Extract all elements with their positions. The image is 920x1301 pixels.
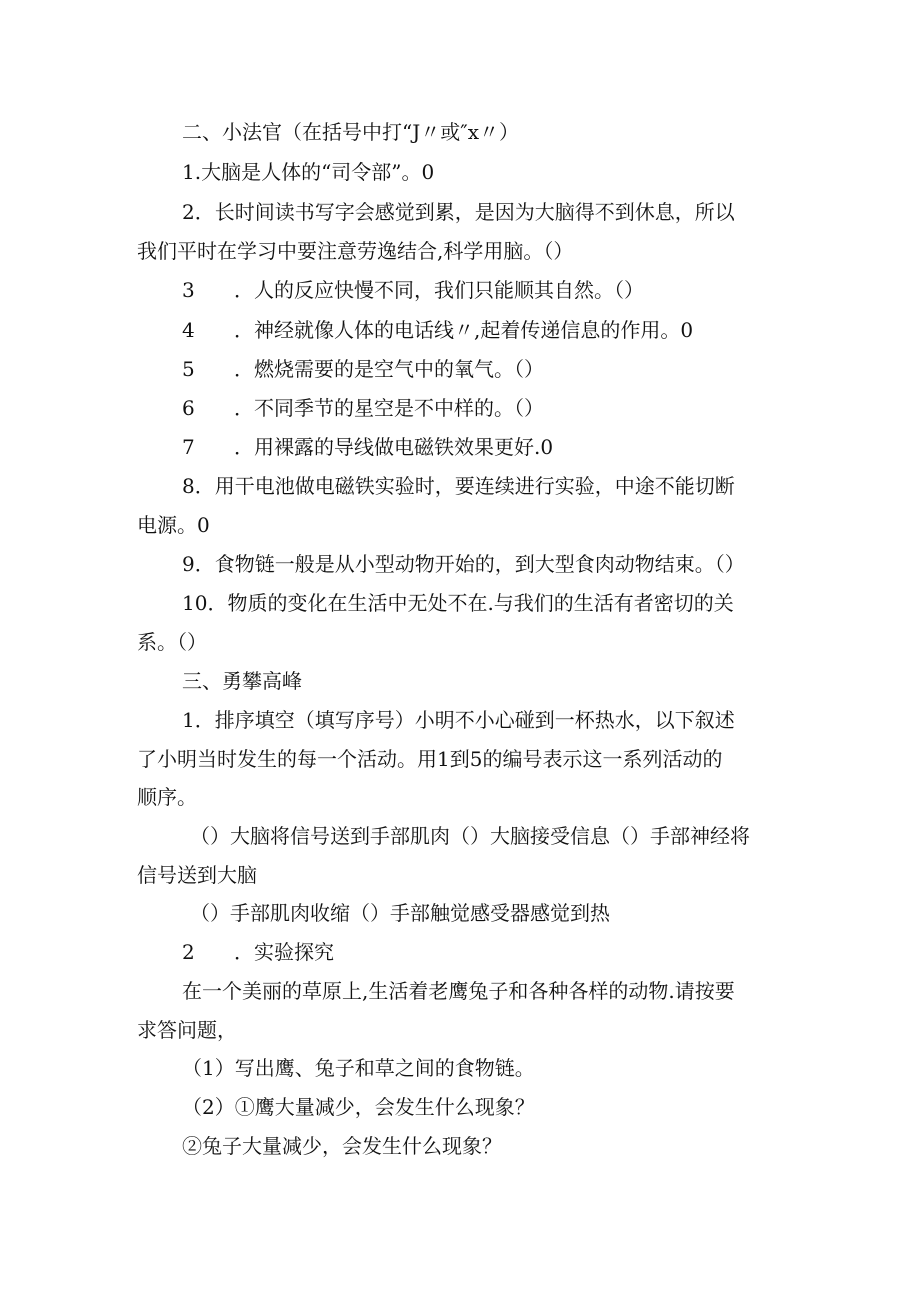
judge-item-4: ．神经就像人体的电话线〃,起着传递信息的作用。0: [234, 318, 694, 342]
judge-item-6: ．不同季节的星空是不中样的。（）: [234, 396, 544, 420]
judge-item-1: 1.大脑是人体的“司令部”。0: [182, 160, 435, 184]
judge-item-3: ．人的反应快慢不同，我们只能顺其自然。（）: [234, 278, 644, 302]
ordering-options-2: （）手部肌肉收缩（）手部触觉感受器感觉到热: [190, 901, 610, 925]
judge-item-10-continued: 系。（）: [137, 630, 207, 654]
judge-item-4-number: 4: [182, 318, 195, 342]
judge-item-6-number: 6: [182, 396, 195, 420]
ordering-question-continued-2: 顺序。: [137, 785, 197, 809]
experiment-question-1: （1）写出鹰、兔子和草之间的食物链。: [182, 1056, 535, 1080]
judge-item-10: 10．物质的变化在生活中无处不在.与我们的生活有者密切的关: [182, 591, 734, 615]
ordering-question-continued-1: 了小明当时发生的每一个活动。用1到5的编号表示这一系列活动的: [137, 747, 723, 771]
judge-item-9: 9．食物链一般是从小型动物开始的，到大型食肉动物结束。（）: [182, 552, 745, 576]
judge-item-3-number: 3: [182, 278, 195, 302]
experiment-scenario: 在一个美丽的草原上,生活着老鹰兔子和各种各样的动物.请按要: [182, 979, 735, 1003]
judge-item-2-continued: 我们平时在学习中要注意劳逸结合,科学用脑。（）: [137, 239, 574, 263]
judge-item-8-continued: 电源。0: [137, 513, 210, 537]
experiment-number: 2: [182, 940, 195, 964]
section-2-title: 二、小法官（在括号中打“J〃或″x〃）: [182, 120, 519, 144]
judge-item-5: ．燃烧需要的是空气中的氧气。（）: [234, 357, 544, 381]
experiment-question-2b: ②兔子大量减少，会发生什么现象？: [182, 1134, 502, 1158]
judge-item-2: 2．长时间读书写字会感觉到累，是因为大脑得不到休息，所以: [182, 200, 735, 224]
experiment-scenario-continued: 求答问题，: [137, 1018, 237, 1042]
experiment-title: ．实验探究: [234, 940, 334, 964]
section-3-title: 三、勇攀高峰: [182, 669, 302, 693]
ordering-question: 1．排序填空（填写序号）小明不小心碰到一杯热水，以下叙述: [182, 708, 735, 732]
ordering-options-1-continued: 信号送到大脑: [137, 863, 257, 887]
judge-item-5-number: 5: [182, 357, 195, 381]
judge-item-7: ．用裸露的导线做电磁铁效果更好.0: [234, 435, 554, 459]
ordering-options-1: （）大脑将信号送到手部肌肉（）大脑接受信息（）手部神经将: [190, 824, 750, 848]
judge-item-8: 8．用干电池做电磁铁实验时，要连续进行实验，中途不能切断: [182, 474, 735, 498]
judge-item-7-number: 7: [182, 435, 195, 459]
experiment-question-2a: （2）①鹰大量减少，会发生什么现象？: [182, 1095, 535, 1119]
